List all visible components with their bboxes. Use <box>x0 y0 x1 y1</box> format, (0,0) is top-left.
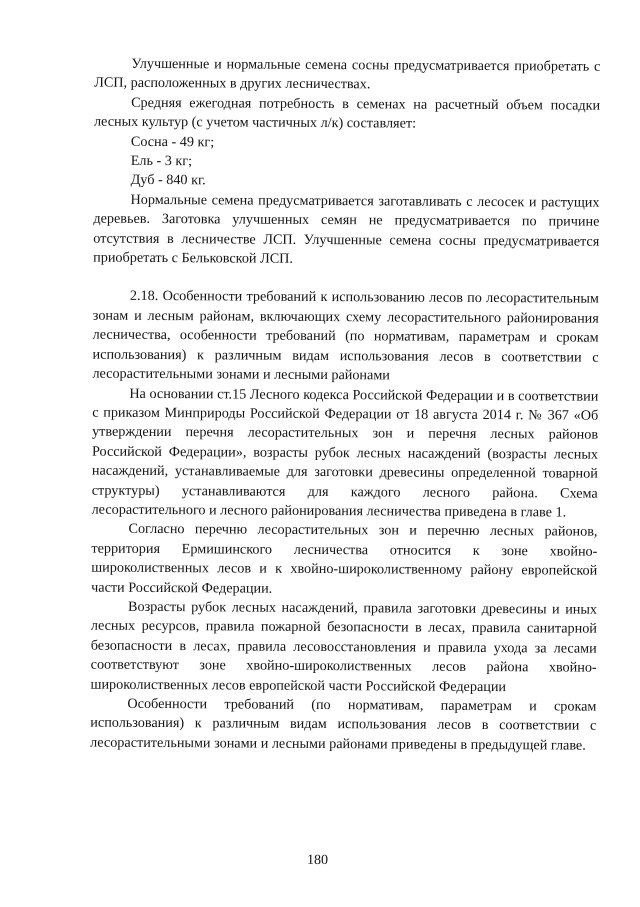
seed-item-spruce: Ель - 3 кг; <box>130 152 193 170</box>
paragraph-requirements: Особенности требований (по нормативам, параметрам и срокам использования) к различным видам использования лесов в соответствии с лесорастительными зонами и лесными районами приведены в предыдущей главе. <box>90 695 597 754</box>
paragraph-zone-assignment: Согласно перечню лесорастительных зон и перечню лесных районов, территория Ермишинского лесничества относится к зоне хвойно-широколиственных лесов и к хвойно-широколиственному району европейской части Российской Федерации. <box>91 521 598 597</box>
paragraph-annual-need: Средняя ежегодная потребность в семенах на расчетный объем посадки лесных культур (с учетом частичных л/к) составляет: <box>93 94 601 132</box>
page-number: 180 <box>306 852 329 869</box>
body-text <box>90 55 600 756</box>
paragraph-cutting-ages: Возрасты рубок лесных насаждений, правила заготовки древесины и иных лесных ресурсов, правила пожарной безопасности в лесах, правила санитарной безопасности в лесах, правила лесовосстановления и правила ухода за лесами соответствуют зоне хвойно-широколиственных лесов района хвойно-широколиственных лесов европейской части Российской Федерации <box>90 598 598 695</box>
paragraph-legal-basis: На основании ст.15 Лесного кодекса Российской Федерации и в соответствии с приказом Минприроды Российской Федерации от 18 августа 2014 г. № 367 «Об утверждении перечня лесорастительных зон и перечня лесных районов Российской Федерации», возрасты рубок лесных насаждений (возрасты лесных насаждений, устанавливаемые для заготовки древесины определенной товарной структуры) устанавливаются для каждого лесного района. Схема лесорастительного и лесного районирования лесничества приведена в главе 1. <box>91 385 599 521</box>
seed-item-oak: Дуб - 840 кг. <box>130 172 206 189</box>
paragraph-seeds-purchase: Улучшенные и нормальные семена сосны предусматривается приобретать с ЛСП, расположенных в других лесничествах. <box>94 55 601 93</box>
seed-item-pine: Сосна - 49 кг; <box>130 133 215 150</box>
section-heading: 2.18. Особенности требований к использованию лесов по лесорастительным зонам и лесным районам, включающих схему лесорастительного районирования лесничества, особенности требований (по нормативам, параметрам и срокам использования) к различным видам использования лесов в соответствии с лесорастительными зонами и лесными районами <box>92 288 599 384</box>
paragraph-normal-seeds: Нормальные семена предусматривается заготавливать с лесосек и растущих деревьев. Заготовка улучшенных семян не предусматривается по причине отсутствия в лесничестве ЛСП. Улучшенные семена сосны предусматривается приобретать с Бельковской ЛСП. <box>93 191 600 267</box>
